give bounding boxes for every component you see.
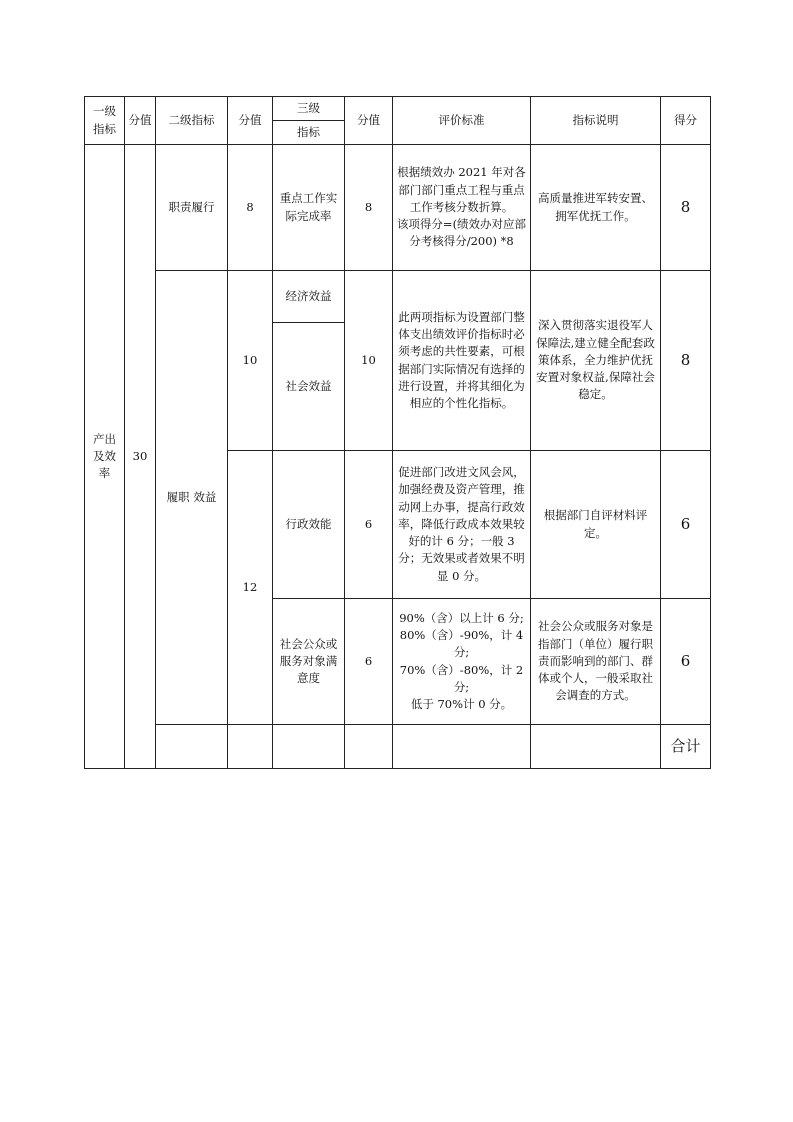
- total-label: 合计: [661, 725, 711, 769]
- header-score1: 分值: [125, 97, 156, 145]
- level3-satisfaction: 社会公众或服务对象满意度: [273, 599, 345, 725]
- level2-benefit-score-12: 12: [228, 451, 273, 725]
- result-common: 8: [661, 271, 711, 451]
- level2-benefit: 履职 效益: [156, 271, 228, 725]
- level1-output-efficiency: 产出及效率: [85, 145, 125, 769]
- result-key-work: 8: [661, 145, 711, 271]
- header-result: 得分: [661, 97, 711, 145]
- criteria-satisfaction-line-3: 70%（含）-80%，计 2 分;: [399, 662, 524, 694]
- evaluation-table: [84, 96, 711, 769]
- header-level1: 一级指标: [85, 97, 125, 145]
- total-empty-3: [273, 725, 345, 769]
- criteria-key-work: [393, 145, 531, 271]
- total-empty-6: [531, 725, 661, 769]
- total-empty-4: [345, 725, 393, 769]
- header-criteria: 评价标准: [393, 97, 531, 145]
- header-level3-top: 三级: [273, 97, 345, 121]
- criteria-common: 此两项指标为设置部门整体支出绩效评价指标时必须考虑的共性要素，可根据部门实际情况有选择的进行设置，并将其细化为相应的个性化指标。: [393, 271, 531, 451]
- level3-admin-score: 6: [345, 451, 393, 599]
- header-level2: 二级指标: [156, 97, 228, 145]
- notes-common: 深入贯彻落实退役军人保障法,建立健全配套政策体系，全力维护优抚安置对象权益,保障社会稳定。: [531, 271, 661, 451]
- level3-satisfaction-score: 6: [345, 599, 393, 725]
- result-admin: 6: [661, 451, 711, 599]
- level2-duty: 职责履行: [156, 145, 228, 271]
- header-score2: 分值: [228, 97, 273, 145]
- level3-key-work-score: 8: [345, 145, 393, 271]
- level2-benefit-score-10: 10: [228, 271, 273, 451]
- notes-satisfaction: 社会公众或服务对象是指部门（单位）履行职责而影响到的部门、群体或个人，一般采取社会调查的方式。: [531, 599, 661, 725]
- criteria-key-work-line-1: 根据绩效办 2021 年对各部门部门重点工程与重点工作考核分数折算。: [397, 165, 526, 214]
- level2-duty-score: 8: [228, 145, 273, 271]
- header-notes: 指标说明: [531, 97, 661, 145]
- total-empty-1: [156, 725, 228, 769]
- level3-admin: 行政效能: [273, 451, 345, 599]
- result-satisfaction: 6: [661, 599, 711, 725]
- notes-key-work: 高质量推进军转安置、拥军优抚工作。: [531, 145, 661, 271]
- criteria-satisfaction-line-2: 80%（含）-90%，计 4 分;: [399, 628, 524, 660]
- criteria-admin: 促进部门改进文风会风，加强经费及资产管理，推动网上办事，提高行政效率，降低行政成本效果较好的计 6 分；一般 3 分；无效果或者效果不明显 0 分。: [393, 451, 531, 599]
- criteria-satisfaction: [393, 599, 531, 725]
- criteria-satisfaction-line-4: 低于 70%计 0 分。: [410, 697, 513, 711]
- total-empty-5: [393, 725, 531, 769]
- header-level3-bottom: 指标: [273, 121, 345, 145]
- level3-common-score: 10: [345, 271, 393, 451]
- header-score3: 分值: [345, 97, 393, 145]
- total-empty-2: [228, 725, 273, 769]
- level1-score: 30: [125, 145, 156, 769]
- notes-admin: 根据部门自评材料评定。: [531, 451, 661, 599]
- level3-social: 社会效益: [273, 323, 345, 451]
- criteria-satisfaction-line-1: 90%（含）以上计 6 分;: [399, 610, 524, 625]
- level3-economic: 经济效益: [273, 271, 345, 323]
- criteria-key-work-line-2: 该项得分=(绩效办对应部分考核得分/200) *8: [396, 217, 527, 249]
- level3-key-work: 重点工作实际完成率: [273, 145, 345, 271]
